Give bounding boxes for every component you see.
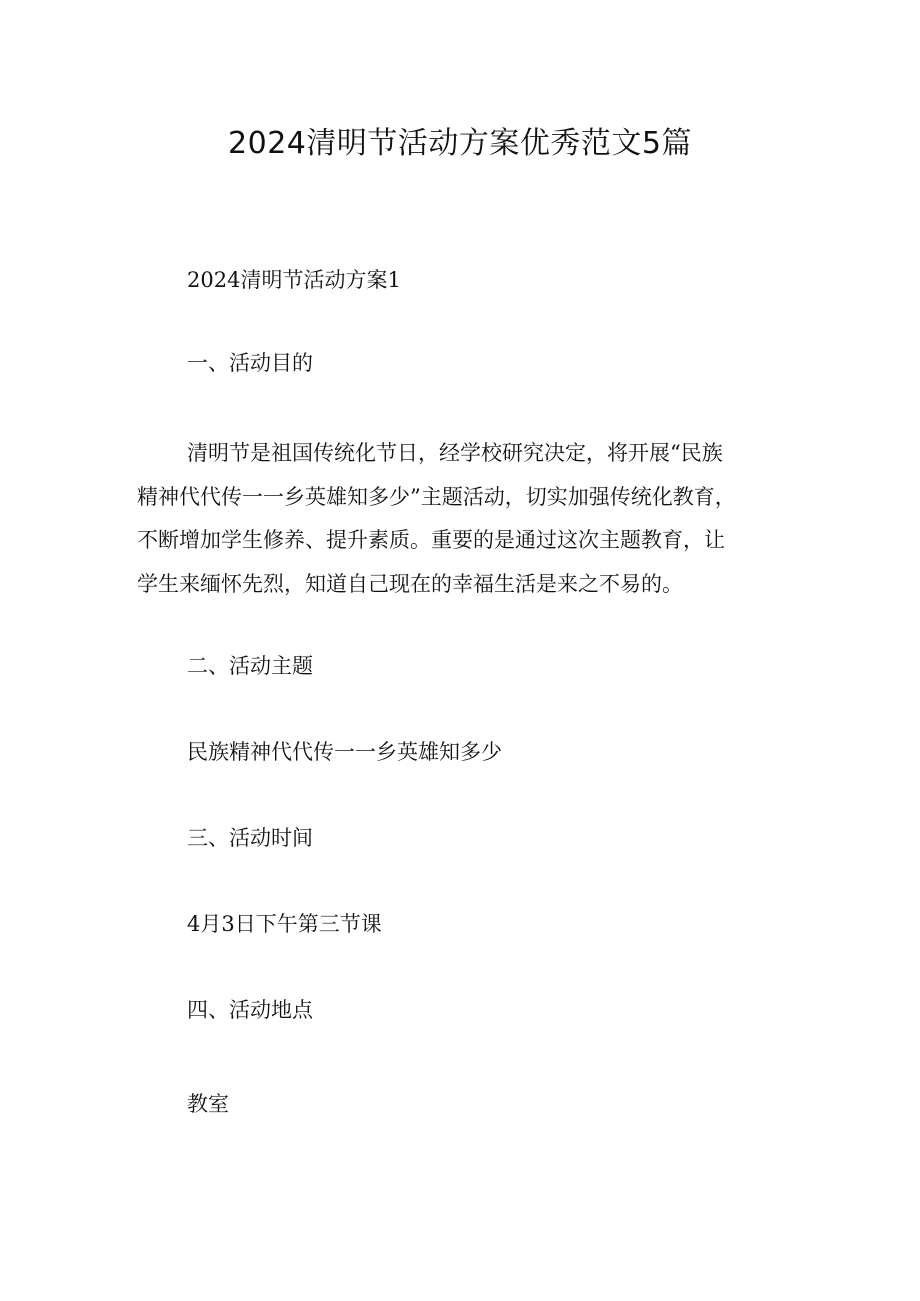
document-title: 2024清明节活动方案优秀范文5篇: [228, 126, 692, 161]
paragraph-line: 精神代代传一一乡英雄知多少”主题活动，切实加强传统化教育，: [137, 484, 736, 509]
time-heading: 三、活动时间: [187, 826, 313, 850]
time-text: 4月3日下午第三节课: [187, 912, 382, 936]
purpose-heading: 一、活动目的: [187, 351, 313, 375]
paragraph-line: 学生来缅怀先烈，知道自己现在的幸福生活是来之不易的。: [137, 571, 683, 596]
paragraph-line: 不断增加学生修养、提升素质。重要的是通过这次主题教育，让: [137, 528, 725, 552]
place-text: 教室: [187, 1092, 229, 1116]
place-heading: 四、活动地点: [187, 998, 313, 1022]
theme-heading: 二、活动主题: [187, 654, 313, 678]
paragraph-line: 清明节是祖国传统化节日，经学校研究决定，将开展“民族: [187, 441, 723, 465]
theme-text: 民族精神代代传一一乡英雄知多少: [187, 740, 502, 764]
section-heading: 2024清明节活动方案1: [187, 268, 401, 292]
purpose-paragraph: [137, 432, 787, 606]
